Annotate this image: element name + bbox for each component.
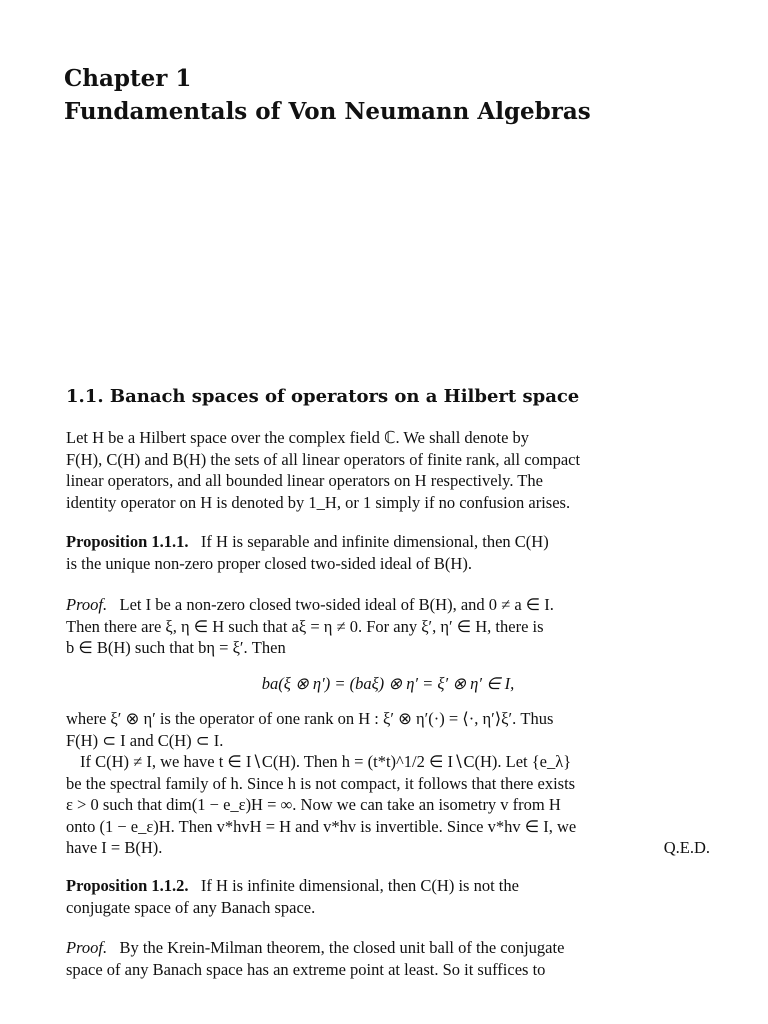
proof-1 (66, 594, 710, 659)
text-line: Let H be a Hilbert space over the complex field ℂ. We shall denote by (66, 428, 530, 447)
text-line: Then there are ξ, η ∈ H such that aξ = η ≠ 0. For any ξ′, η′ ∈ H, there is (66, 616, 544, 636)
text-line: If H is separable and infinite dimensional, then C(H) (200, 532, 549, 551)
chapter-heading (64, 62, 591, 128)
text-line: F(H), C(H) and B(H) the sets of all linear operators of finite rank, all compact (66, 449, 581, 469)
text-line: is the unique non-zero proper closed two-sided ideal of B(H). (66, 553, 472, 573)
proof-label: Proof. (66, 595, 108, 614)
text-line: If C(H) ≠ I, we have t ∈ I∖C(H). Then h = (t*t)^1/2 ∈ I∖C(H). Let {e_λ} (80, 752, 572, 771)
section-heading: 1.1. Banach spaces of operators on a Hilbert space (66, 386, 580, 407)
chapter-title: Fundamentals of Von Neumann Algebras (64, 98, 591, 125)
intro-paragraph (66, 427, 710, 513)
chapter-label: Chapter 1 (64, 65, 192, 92)
proposition-label: Proposition 1.1.1. (66, 532, 189, 551)
formula-display (66, 673, 710, 695)
text-line: have I = B(H). (66, 838, 163, 857)
proposition-1-1-1 (66, 531, 710, 574)
text-line: where ξ′ ⊗ η′ is the operator of one rank on H : ξ′ ⊗ η′(·) = ⟨·, η′⟩ξ′. Thus (66, 709, 554, 728)
text-line: be the spectral family of h. Since h is not compact, it follows that there exists (66, 773, 576, 793)
text-line: conjugate space of any Banach space. (66, 897, 316, 917)
text-line: identity operator on H is denoted by 1_H, or 1 simply if no confusion arises. (66, 492, 571, 512)
proposition-1-1-2 (66, 875, 710, 918)
qed-mark: Q.E.D. (663, 838, 710, 857)
text-line: If H is infinite dimensional, then C(H) is not the (200, 876, 519, 895)
proof-label: Proof. (66, 938, 108, 957)
proof-1-paragraph-2 (66, 751, 710, 859)
text-line: b ∈ B(H) such that bη = ξ′. Then (66, 638, 286, 657)
text-line: Let I be a non-zero closed two-sided ideal of B(H), and 0 ≠ a ∈ I. (119, 595, 554, 614)
formula: ba(ξ ⊗ η′) = (baξ) ⊗ η′ = ξ′ ⊗ η′ ∈ I, (261, 674, 515, 693)
text-line: ε > 0 such that dim(1 − e_ε)H = ∞. Now we can take an isometry v from H (66, 795, 561, 814)
proof-1-continued (66, 708, 710, 751)
proof-2 (66, 937, 710, 980)
text-line: linear operators, and all bounded linear operators on H respectively. The (66, 471, 543, 490)
text-line: F(H) ⊂ I and C(H) ⊂ I. (66, 730, 224, 750)
text-line: space of any Banach space has an extreme point at least. So it suffices to (66, 959, 546, 979)
text-line: By the Krein-Milman theorem, the closed unit ball of the conjugate (119, 938, 565, 957)
text-line: onto (1 − e_ε)H. Then v*hvH = H and v*hv is invertible. Since v*hv ∈ I, we (66, 816, 577, 836)
proposition-label: Proposition 1.1.2. (66, 876, 189, 895)
